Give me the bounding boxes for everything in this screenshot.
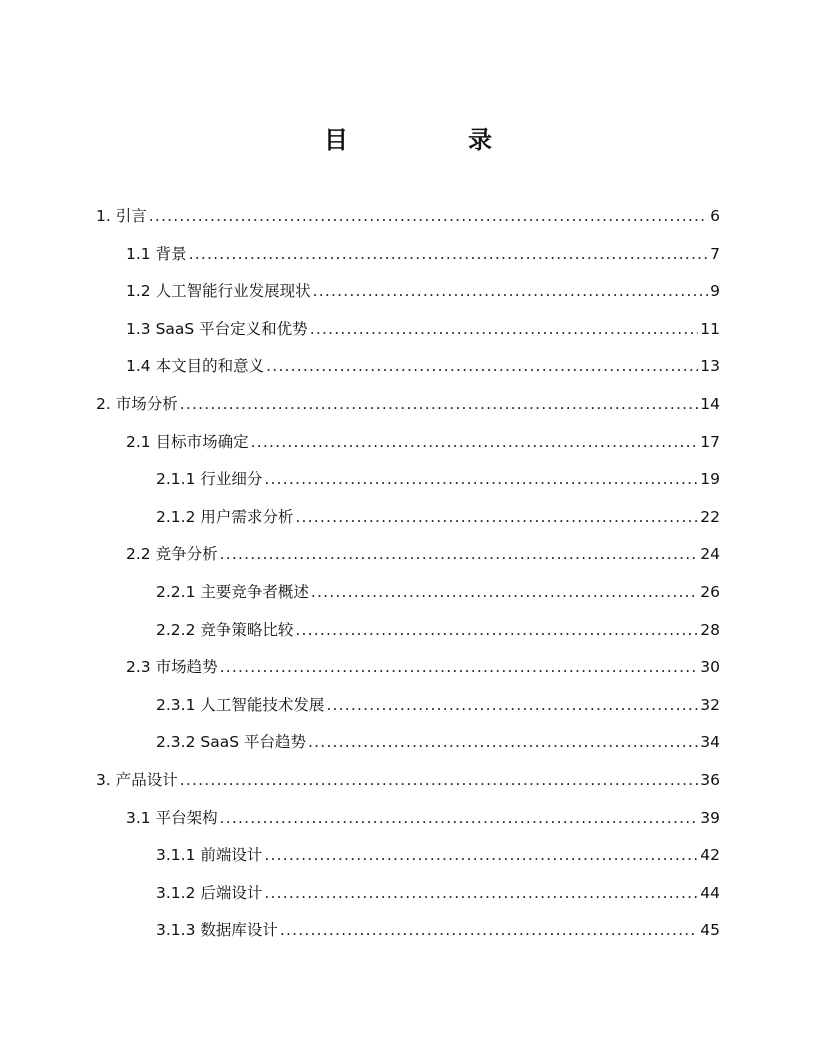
toc-entry-label: 3. 产品设计	[96, 770, 178, 789]
table-of-contents	[96, 198, 720, 950]
leader-dots	[220, 800, 699, 838]
toc-entry-label: 2.2 竞争分析	[126, 545, 218, 564]
toc-entry[interactable]	[96, 912, 720, 950]
toc-entry[interactable]	[96, 236, 720, 274]
toc-entry-label: 2.3.1 人工智能技术发展	[156, 695, 325, 714]
toc-entry-page: 39	[700, 808, 720, 827]
toc-entry-label: 2.3 市场趋势	[126, 658, 218, 677]
leader-dots	[310, 311, 699, 349]
toc-entry-label: 3.1.3 数据库设计	[156, 921, 278, 940]
toc-entry-label: 1.3 SaaS 平台定义和优势	[126, 319, 308, 338]
leader-dots	[264, 837, 698, 875]
toc-entry-page: 36	[700, 770, 720, 789]
leader-dots	[251, 424, 699, 462]
toc-entry-label: 2.1 目标市场确定	[126, 432, 249, 451]
leader-dots	[189, 236, 709, 274]
toc-entry-page: 11	[700, 319, 720, 338]
toc-entry[interactable]	[96, 536, 720, 574]
leader-dots	[295, 499, 698, 537]
toc-entry-label: 3.1.2 后端设计	[156, 883, 263, 902]
toc-entry[interactable]	[96, 198, 720, 236]
toc-entry-label: 2.1.1 行业细分	[156, 470, 263, 489]
toc-entry-label: 1.2 人工智能行业发展现状	[126, 282, 311, 301]
toc-entry-page: 32	[700, 695, 720, 714]
toc-entry[interactable]	[96, 386, 720, 424]
toc-entry[interactable]	[96, 837, 720, 875]
leader-dots	[264, 461, 698, 499]
toc-entry-page: 6	[710, 207, 720, 225]
toc-entry[interactable]	[96, 724, 720, 762]
toc-entry[interactable]	[96, 574, 720, 612]
leader-dots	[264, 875, 698, 913]
toc-title: 目 录	[324, 125, 540, 154]
toc-entry-page: 19	[700, 470, 720, 489]
leader-dots	[311, 574, 698, 612]
leader-dots	[266, 348, 698, 386]
toc-entry[interactable]	[96, 461, 720, 499]
toc-entry-label: 2. 市场分析	[96, 394, 178, 413]
toc-entry-page: 45	[700, 921, 720, 940]
toc-entry[interactable]	[96, 875, 720, 913]
leader-dots	[295, 612, 698, 650]
leader-dots	[220, 649, 699, 687]
toc-entry-label: 2.2.2 竞争策略比较	[156, 620, 294, 639]
toc-entry-page: 26	[700, 582, 720, 601]
leader-dots	[149, 198, 708, 236]
toc-entry-page: 17	[700, 432, 720, 451]
leader-dots	[280, 912, 698, 950]
toc-entry[interactable]	[96, 311, 720, 349]
toc-entry-label: 1.1 背景	[126, 244, 187, 263]
toc-entry-page: 24	[700, 545, 720, 564]
toc-entry[interactable]	[96, 762, 720, 800]
toc-entry-page: 13	[700, 357, 720, 376]
leader-dots	[180, 762, 699, 800]
toc-entry-page: 28	[700, 620, 720, 639]
toc-entry-page: 34	[700, 733, 720, 752]
toc-entry[interactable]	[96, 348, 720, 386]
toc-entry-page: 9	[710, 282, 720, 301]
toc-entry-label: 2.3.2 SaaS 平台趋势	[156, 733, 306, 752]
leader-dots	[326, 687, 698, 725]
toc-entry[interactable]	[96, 424, 720, 462]
toc-entry-page: 30	[700, 658, 720, 677]
toc-entry[interactable]	[96, 800, 720, 838]
toc-entry-label: 1.4 本文目的和意义	[126, 357, 265, 376]
toc-entry[interactable]	[96, 649, 720, 687]
toc-entry-label: 2.1.2 用户需求分析	[156, 507, 294, 526]
toc-entry[interactable]	[96, 499, 720, 537]
toc-entry-page: 14	[700, 394, 720, 413]
toc-entry-label: 1. 引言	[96, 207, 147, 225]
toc-entry-page: 22	[700, 507, 720, 526]
leader-dots	[220, 536, 699, 574]
toc-entry-label: 2.2.1 主要竞争者概述	[156, 582, 309, 601]
toc-entry-page: 42	[700, 846, 720, 865]
toc-entry-label: 3.1.1 前端设计	[156, 846, 263, 865]
leader-dots	[313, 273, 709, 311]
toc-entry-page: 44	[700, 883, 720, 902]
toc-entry[interactable]	[96, 612, 720, 650]
toc-entry-page: 7	[710, 244, 720, 263]
toc-entry[interactable]	[96, 273, 720, 311]
toc-entry[interactable]	[96, 687, 720, 725]
toc-entry-label: 3.1 平台架构	[126, 808, 218, 827]
leader-dots	[308, 724, 698, 762]
leader-dots	[180, 386, 699, 424]
